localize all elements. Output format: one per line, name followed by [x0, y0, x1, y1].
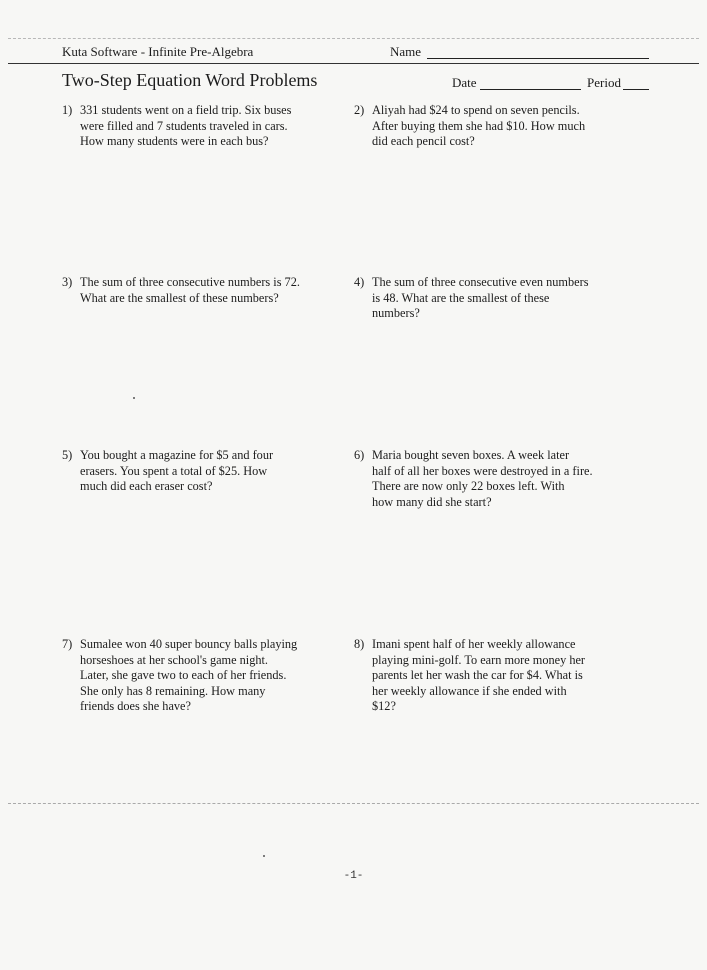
problem-text: Imani spent half of her weekly allowance playing mini-golf. To earn more money her parents let her wash the car for $4. What is her weekly allowance if she ended with $12?: [372, 637, 586, 713]
problem-number: 3): [62, 275, 73, 289]
problem-text: Maria bought seven boxes. A week later half of all her boxes were destroyed in a fire. There are now only 22 boxes left. With how many did she start?: [372, 448, 593, 509]
problem-text: You bought a magazine for $5 and four erasers. You spent a total of $25. How much did each eraser cost?: [80, 448, 274, 493]
footer-divider: [8, 803, 699, 804]
problem-text: The sum of three consecutive numbers is 72. What are the smallest of these numbers?: [80, 275, 300, 305]
header-divider: [8, 63, 699, 64]
problem-text: The sum of three consecutive even numbers is 48. What are the smallest of these numbers?: [372, 275, 589, 320]
problem-number: 6): [354, 448, 365, 462]
problem-number: 2): [354, 103, 365, 117]
date-label: Date: [452, 75, 477, 90]
problem-text: Sumalee won 40 super bouncy balls playing horseshoes at her school's game night. Later, she gave two to each of her friends. She only has 8 remaining. How many friends does she have?: [80, 637, 298, 713]
worksheet-title: Two-Step Equation Word Problems: [62, 70, 318, 90]
name-label: Name: [390, 44, 422, 59]
scan-speck: [133, 397, 135, 399]
period-blank-line: [623, 89, 649, 90]
date-blank-line: [480, 89, 581, 90]
page-number: -1-: [343, 870, 364, 882]
period-label: Period: [587, 75, 621, 90]
scan-speck: [263, 855, 265, 857]
problem-text: 331 students went on a field trip. Six buses were filled and 7 students traveled in cars. How many students were in each bus?: [80, 103, 292, 148]
problem-number: 7): [62, 637, 73, 651]
problem-number: 1): [62, 103, 73, 117]
problem-number: 4): [354, 275, 365, 289]
problem-text: Aliyah had $24 to spend on seven pencils. After buying them she had $10. How much did each pencil cost?: [372, 103, 586, 148]
problem-number: 5): [62, 448, 73, 462]
name-blank-line: [427, 58, 649, 59]
publisher-label: Kuta Software - Infinite Pre-Algebra: [62, 44, 254, 59]
top-divider: [8, 38, 699, 39]
problem-number: 8): [354, 637, 365, 651]
